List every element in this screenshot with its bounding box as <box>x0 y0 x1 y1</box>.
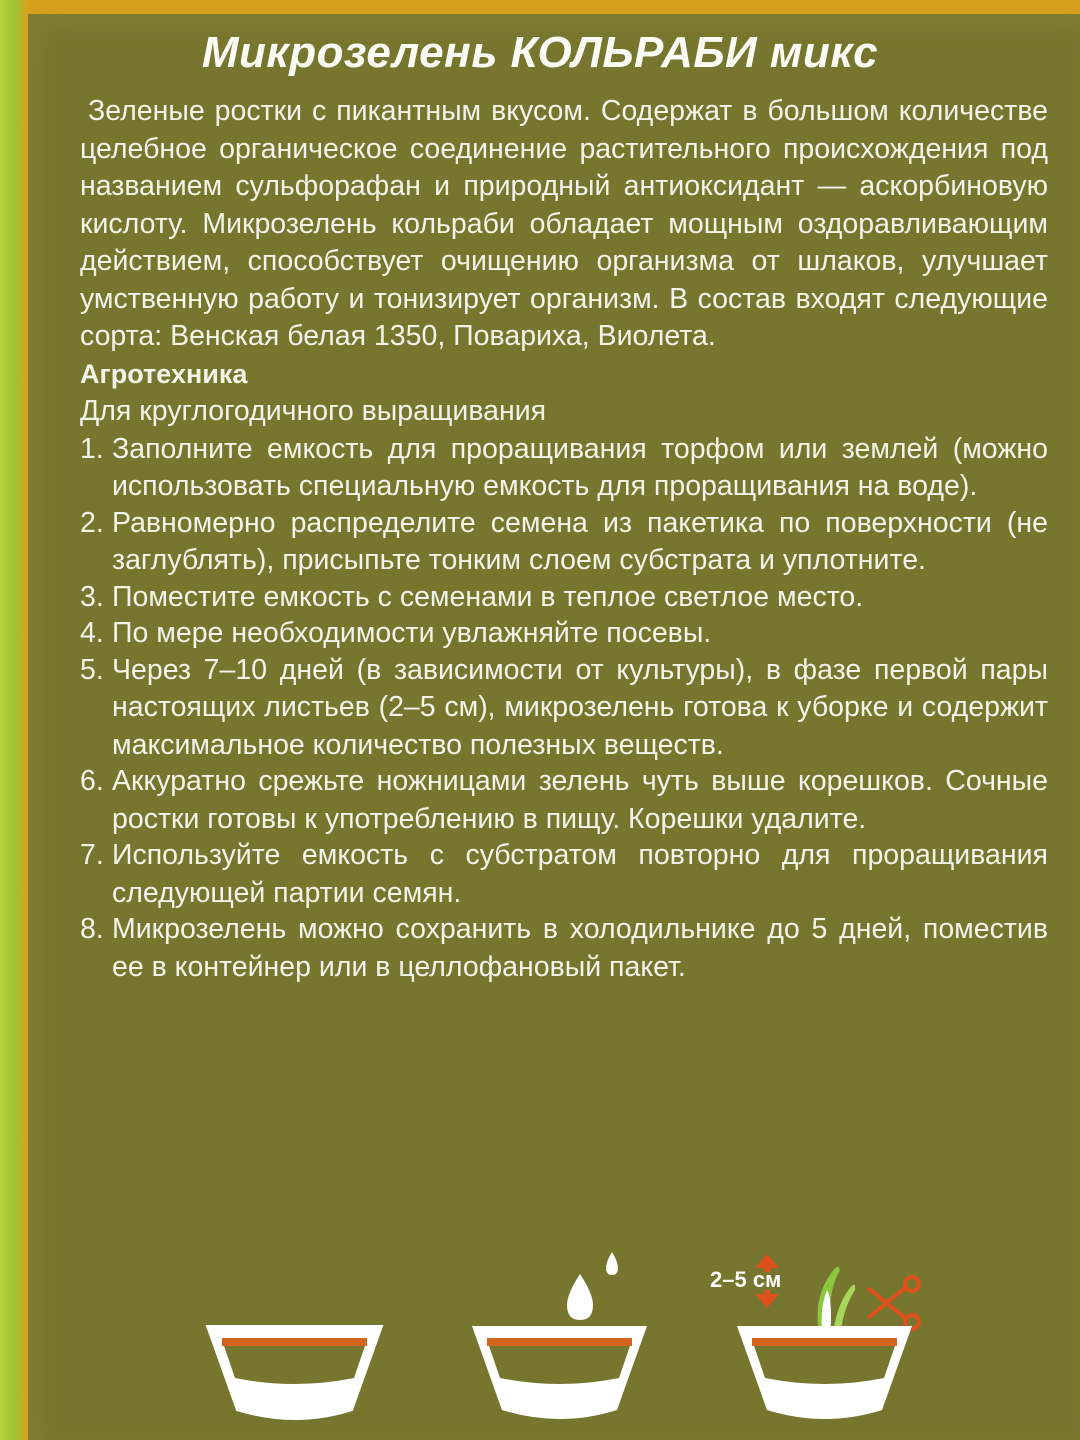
step-item <box>80 505 1048 580</box>
step-item <box>80 579 1048 617</box>
step-item <box>80 431 1048 506</box>
step-text: Аккуратно срежьте ножницами зелень чуть выше корешков. Сочные ростки готовы к употреблению в пищу. Корешки удалите. <box>112 765 1048 835</box>
water-drop-icon <box>567 1252 618 1320</box>
step-number: 3. <box>80 580 104 613</box>
bowl-watered-icon <box>472 1326 647 1419</box>
package-edge-top <box>28 0 1080 14</box>
product-description: Зеленые ростки с пикантным вкусом. Содержат в большом количестве целебное органическое соединение растительного происхождения под названием сульфорафан и природный антиоксидант — аскорбиновую кислоту. Микрозелень кольраби обладает мощным оздоравливающим действием, способствует очищению организма от шлаков, улучшает умственную работу и тонизирует организм. В состав входят следующие сорта: Венская белая 1350, Повариха, Виолета. <box>80 95 1048 352</box>
step-number: 5. <box>80 653 104 686</box>
step-item <box>80 615 1048 653</box>
step-item <box>80 837 1048 912</box>
steps-list <box>80 431 1048 987</box>
scissors-icon <box>868 1277 919 1329</box>
step-item <box>80 911 1048 986</box>
step-text: Через 7–10 дней (в зависимости от культуры), в фазе первой пары настоящих листьев (2–5 см), микрозелень готова к уборке и содержит максимальное количество полезных веществ. <box>112 653 1048 761</box>
step-number: 8. <box>80 913 104 945</box>
step-text: Равномерно распределите семена из пакетика по поверхности (не заглублять), присыпьте тонким слоем субстрата и уплотните. <box>112 506 1048 576</box>
step-number: 6. <box>80 765 104 797</box>
section-subheading: Для круглогодичного выращивания <box>80 395 547 427</box>
growing-pictograms <box>0 1250 1080 1440</box>
step-text: Используйте емкость с субстратом повторно для проращивания следующей партии семян. <box>112 839 1048 909</box>
bowl-harvest-icon <box>737 1326 912 1419</box>
section-heading: Агротехника <box>80 358 248 389</box>
bowl-soil-icon <box>207 1326 382 1419</box>
step-text: Заполните емкость для проращивания торфом или землей (можно использовать специальную емкость для проращивания на воде). <box>112 432 1048 502</box>
step-text: По мере необходимости увлажняйте посевы. <box>112 617 712 649</box>
label-content <box>80 93 1048 986</box>
package-edge-left <box>0 0 28 1440</box>
step-item <box>80 763 1048 838</box>
step-number: 2. <box>80 506 104 539</box>
step-text: Микрозелень можно сохранить в холодильнике до 5 дней, поместив ее в контейнер или в целлофановый пакет. <box>112 913 1048 983</box>
height-label: 2–5 см <box>710 1267 782 1292</box>
step-text: Поместите емкость с семенами в теплое светлое место. <box>112 580 864 613</box>
step-number: 7. <box>80 839 104 871</box>
page-title: Микрозелень КОЛЬРАБИ микс <box>201 28 879 77</box>
step-number: 1. <box>80 432 104 465</box>
step-item <box>80 652 1048 765</box>
step-number: 4. <box>80 617 104 649</box>
